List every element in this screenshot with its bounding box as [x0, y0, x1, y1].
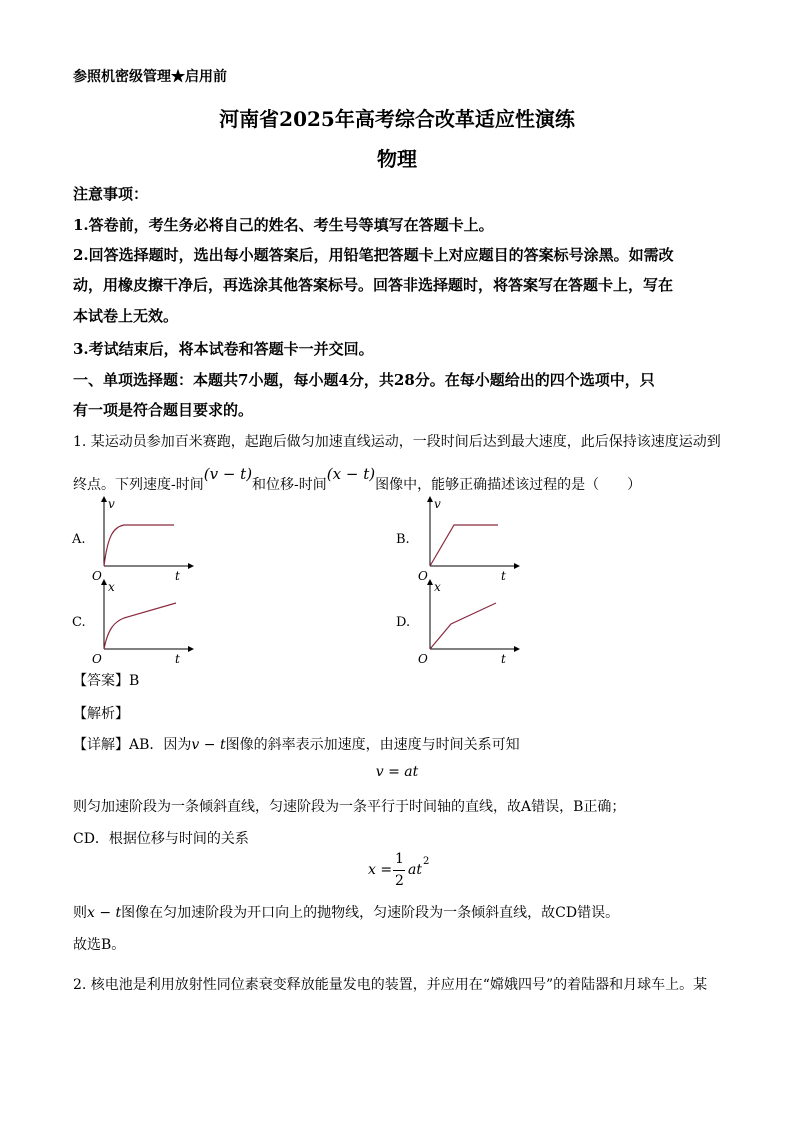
note-item-1: 1.答卷前，考生务必将自己的姓名、考生号等填写在答题卡上。 [73, 216, 494, 234]
section-heading-line-1: 一、单项选择题：本题共7小题，每小题4分，共28分。在每小题给出的四个选项中，只 [73, 371, 655, 389]
option-b-curve [430, 525, 498, 566]
option-b-origin: O [418, 569, 428, 583]
cd-line: CD．根据位移与时间的关系 [73, 831, 249, 847]
option-b-axes [427, 496, 520, 569]
question-1-line-1: 1. 某运动员参加百米赛跑，起跑后做匀加速直线运动，一段时间后达到最大速度，此后保持该速度运动到 [73, 434, 721, 450]
notes-heading: 注意事项： [73, 185, 149, 203]
option-d-letter: D. [396, 615, 411, 630]
expl2-text-a: 则 [73, 905, 87, 921]
detail-text-a: 【详解】AB．因为 [73, 737, 192, 753]
detail-vt: v − t [191, 737, 226, 753]
eq2-fraction-bar [393, 870, 405, 871]
option-b-letter: B. [396, 532, 410, 547]
option-d-x-label: t [501, 652, 506, 666]
answer-line: 【答案】B [73, 673, 140, 689]
option-a-y-label: v [108, 497, 115, 511]
detail-text-b: 图像的斜率表示加速度，由速度与时间关系可知 [225, 737, 520, 753]
question-1-text-c: 图像中，能够正确描述该过程的是（ ） [375, 477, 642, 493]
option-b-graph [414, 494, 524, 584]
option-c-origin: O [92, 652, 102, 666]
option-c-letter: C. [72, 615, 86, 630]
option-a-origin: O [92, 569, 102, 583]
confidential-label: 参照机密级管理★启用前 [73, 69, 227, 85]
option-c-axes [101, 579, 194, 652]
explanation-line-1: 则匀加速阶段为一条倾斜直线，匀速阶段为一条平行于时间轴的直线，故A错误，B正确； [73, 799, 626, 815]
equation-v-at: v = at [375, 764, 419, 780]
xt-label: (x − t) [326, 465, 376, 483]
expl2-xt: x − t [87, 905, 122, 921]
subject-title: 物理 [377, 147, 417, 171]
eq2-numerator: 1 [395, 851, 404, 867]
vt-label: (v − t) [203, 465, 253, 483]
note-item-2-line-1: 2.回答选择题时，选出每小题答案后，用铅笔把答题卡上对应题目的答案标号涂黑。如需改 [73, 246, 674, 264]
option-d-axes [427, 579, 520, 652]
option-a-curve [104, 525, 174, 566]
conclusion-line: 故选B。 [73, 937, 126, 953]
option-a-axes [101, 496, 194, 569]
expl2-text-b: 图像在匀加速阶段为开口向上的抛物线，匀速阶段为一条倾斜直线，故CD错误。 [121, 905, 620, 921]
eq2-exponent: 2 [423, 856, 430, 867]
option-b-y-label: v [434, 497, 441, 511]
note-item-3: 3.考试结束后，将本试卷和答题卡一并交回。 [73, 340, 374, 358]
note-item-2-line-2: 动，用橡皮擦干净后，再选涂其他答案标号。回答非选择题时，将答案写在答题卡上，写在 [73, 276, 674, 294]
option-d-curve [430, 603, 496, 649]
option-d-graph [414, 577, 524, 667]
explanation-line-2 [73, 902, 619, 922]
option-b-x-label: t [501, 569, 506, 583]
option-c-y-label: x [108, 580, 115, 594]
section-heading-line-2: 有一项是符合题目要求的。 [73, 401, 254, 419]
option-d-y-label: x [434, 580, 441, 594]
option-c-curve [104, 603, 176, 649]
option-c-graph [88, 577, 198, 667]
option-d-origin: O [418, 652, 428, 666]
exam-title: 河南省2025年高考综合改革适应性演练 [219, 107, 575, 131]
option-a-letter: A. [72, 532, 86, 547]
option-a-x-label: t [175, 569, 180, 583]
question-1-text-a: 终点。下列速度-时间 [73, 477, 204, 493]
question-1-text-b: 和位移-时间 [252, 477, 327, 493]
question-2-line-1: 2. 核电池是利用放射性同位素衰变释放能量发电的装置，并应用在“嫦娥四号”的着陆器和月球车上。某 [73, 977, 708, 993]
eq2-left: x = [368, 862, 393, 878]
option-a-graph [88, 494, 198, 584]
note-item-2-line-3: 本试卷上无效。 [73, 307, 179, 325]
eq2-right: at [408, 862, 422, 878]
question-1-line-2 [73, 465, 642, 494]
eq2-denominator: 2 [395, 873, 404, 889]
analysis-heading: 【解析】 [73, 706, 129, 722]
option-c-x-label: t [175, 652, 180, 666]
detail-line-1 [73, 734, 520, 754]
